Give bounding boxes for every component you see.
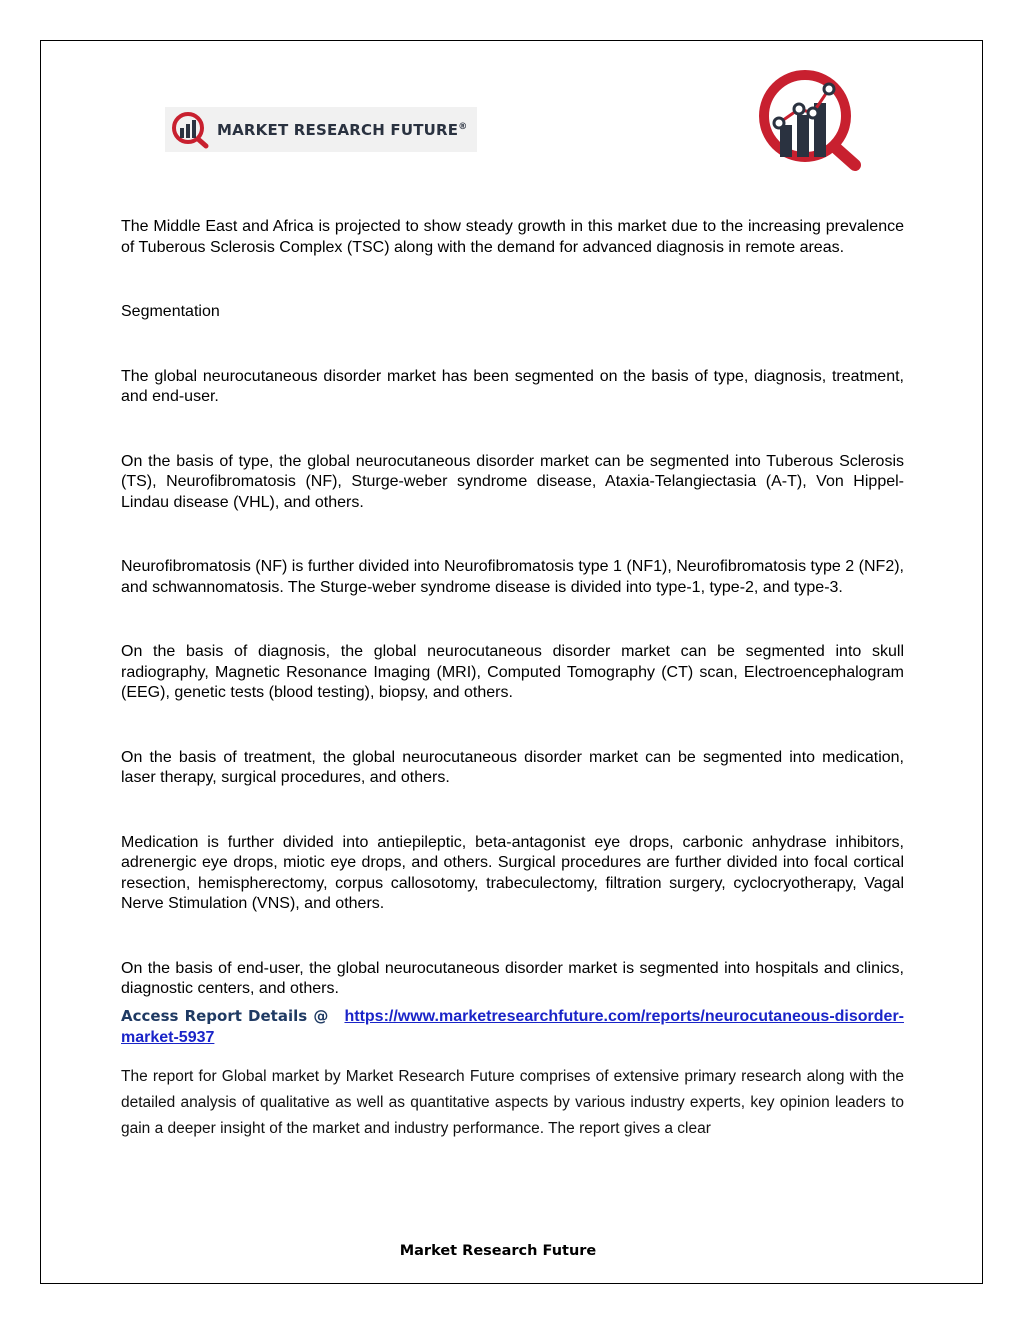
- footer-text: Market Research Future: [399, 1243, 597, 1259]
- paragraph-type-segment: On the basis of type, the global neurocutaneous disorder market can be segmented into Tuberous Sclerosis (TS), Neurofibromatosis (NF), Sturge-weber syndrome disease, Ataxia-Telangiectasia (A-T), Von Hippel-Lindau disease (VHL), and others.: [121, 452, 904, 511]
- access-report-line: [121, 1006, 904, 1048]
- paragraph-nf-subtypes: Neurofibromatosis (NF) is further divided into Neurofibromatosis type 1 (NF1), Neurofibromatosis type 2 (NF2), and schwannomatosis. The Sturge-weber syndrome disease is divided into type-1, type-2, and type-3.: [121, 558, 904, 596]
- section-heading-segmentation: Segmentation: [121, 303, 220, 320]
- paragraph-treatment-segment: On the basis of treatment, the global neurocutaneous disorder market can be segmented into medication, laser therapy, surgical procedures, and others.: [121, 748, 904, 786]
- paragraph-segmentation-overview: The global neurocutaneous disorder market has been segmented on the basis of type, diagnosis, treatment, and end-user.: [121, 367, 904, 405]
- paragraph-diagnosis-segment: On the basis of diagnosis, the global neurocutaneous disorder market can be segmented into skull radiography, Magnetic Resonance Imaging (MRI), Computed Tomography (CT) scan, Electroencephalogram (EEG), genetic tests (blood testing), biopsy, and others.: [121, 643, 904, 701]
- paragraph-end-user-segment: On the basis of end-user, the global neurocutaneous disorder market is segmented into hospitals and clinics, diagnostic centers, and others.: [121, 959, 904, 997]
- brand-logo-banner: [165, 107, 477, 152]
- paragraph-medication-details: Medication is further divided into antiepileptic, beta-antagonist eye drops, carbonic anhydrase inhibitors, adrenergic eye drops, miotic eye drops, and others. Surgical procedures are further divided into focal cortical resection, hemispherectomy, corpus callosotomy, trabeculectomy, filtration surgery, cyclocryotherapy, Vagal Nerve Stimulation (VNS), and others.: [121, 833, 904, 912]
- magnifier-chart-icon: [755, 67, 867, 177]
- paragraph-report-description: The report for Global market by Market Research Future comprises of extensive primary research along with the detailed analysis of qualitative as well as quantitative aspects by various industry experts, key opinion leaders to gain a deeper insight of the market and industry performance. The report gives a clear: [121, 1067, 904, 1137]
- paragraph-mea-growth: The Middle East and Africa is projected to show steady growth in this market due to the increasing prevalence of Tuberous Sclerosis Complex (TSC) along with the demand for advanced diagnosis in remote areas.: [121, 218, 904, 256]
- access-report-label: Access Report Details @: [121, 1006, 329, 1025]
- report-link[interactable]: https://www.marketresearchfuture.com/reports/neurocutaneous-disorder-market-5937: [121, 1007, 904, 1046]
- document-body: [121, 217, 904, 1157]
- brand-mark-large: [755, 67, 867, 182]
- page-footer: [0, 1243, 1024, 1259]
- brand-name: MARKET RESEARCH FUTURE®: [217, 120, 468, 139]
- magnifier-chart-icon: [171, 111, 211, 149]
